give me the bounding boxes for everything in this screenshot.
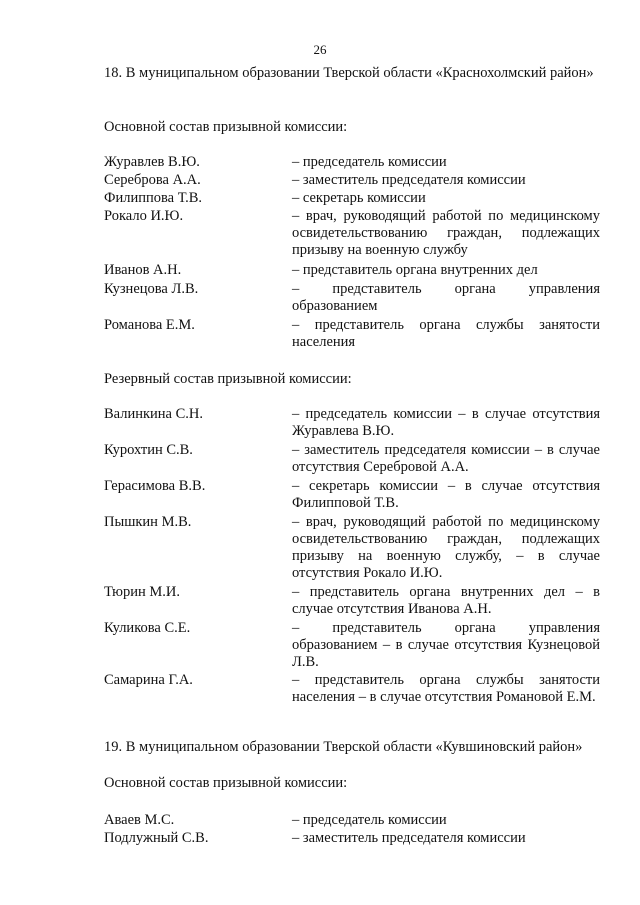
section-18-reserve-label: Резервный состав призывной комиссии: (104, 371, 352, 387)
member-role: – председатель комиссии (292, 812, 447, 828)
member-role: – секретарь комиссии (292, 190, 426, 206)
member-role: – представитель органа управления образованием (292, 281, 600, 314)
member-name: Кузнецова Л.В. (104, 281, 199, 297)
member-name: Романова Е.М. (104, 317, 195, 333)
page-number: 26 (313, 42, 327, 57)
member-name: Пышкин М.В. (104, 514, 192, 530)
member-name: Курохтин С.В. (104, 442, 193, 458)
member-role: – представитель органа службы занятости населения – в случае отсутствия Романовой Е.М. (292, 672, 600, 705)
member-role: – представитель органа внутренних дел (292, 262, 538, 278)
member-role: – врач, руководящий работой по медицинскому освидетельствованию граждан, подлежащих призыву на военную службу, – в случае отсутствия Рокало И.Ю. (292, 514, 600, 581)
member-role: – председатель комиссии (292, 154, 447, 170)
member-name: Иванов А.Н. (104, 262, 182, 278)
section-18-heading: 18. В муниципальном образовании Тверской области «Краснохолмский район» (104, 65, 594, 81)
section-19-main-label: Основной состав призывной комиссии: (104, 775, 348, 791)
member-role: – председатель комиссии – в случае отсутствия Журавлева В.Ю. (292, 406, 600, 439)
member-role: – заместитель председателя комиссии (292, 830, 526, 846)
member-name: Рокало И.Ю. (104, 208, 184, 224)
member-role: – представитель органа службы занятости населения (292, 317, 600, 350)
member-name: Подлужный С.В. (104, 830, 209, 846)
member-name: Валинкина С.Н. (104, 406, 204, 422)
section-19-heading: 19. В муниципальном образовании Тверской области «Кувшиновский район» (104, 739, 583, 755)
section-18-main-label: Основной состав призывной комиссии: (104, 119, 348, 135)
member-role: – заместитель председателя комиссии (292, 172, 526, 188)
member-name: Журавлев В.Ю. (104, 154, 200, 170)
member-role: – представитель органа управления образованием – в случае отсутствия Кузнецовой Л.В. (292, 620, 600, 670)
member-name: Герасимова В.В. (104, 478, 206, 494)
member-name: Филиппова Т.В. (104, 190, 203, 206)
member-name: Тюрин М.И. (104, 584, 180, 600)
member-name: Аваев М.С. (104, 812, 175, 828)
member-role: – заместитель председателя комиссии – в случае отсутствия Серебровой А.А. (292, 442, 600, 475)
member-name: Куликова С.Е. (104, 620, 191, 636)
member-role: – врач, руководящий работой по медицинскому освидетельствованию граждан, подлежащих призыву на военную службу (292, 208, 600, 258)
member-role: – секретарь комиссии – в случае отсутствия Филипповой Т.В. (292, 478, 600, 511)
member-name: Самарина Г.А. (104, 672, 193, 688)
member-role: – представитель органа внутренних дел – в случае отсутствия Иванова А.Н. (292, 584, 600, 617)
member-name: Сереброва А.А. (104, 172, 201, 188)
